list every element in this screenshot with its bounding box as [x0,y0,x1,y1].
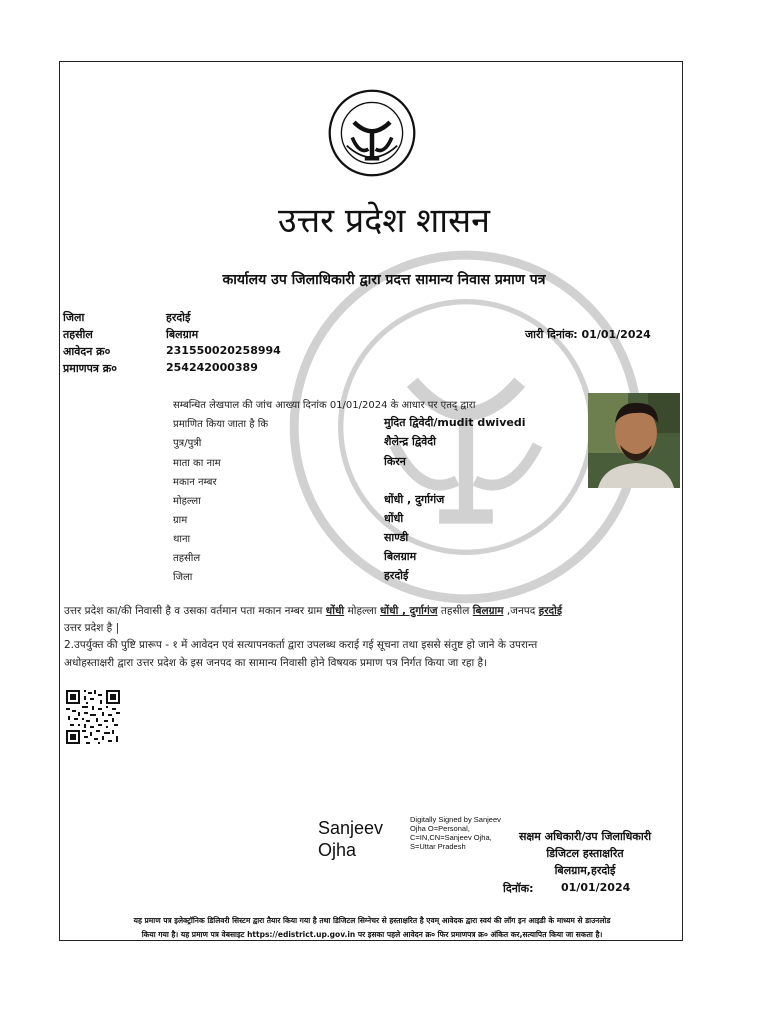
office-title: कार्यालय उप जिलाधिकारी द्वारा प्रदत्त सामान्य निवास प्रमाण पत्र [222,272,546,288]
signer-last-name: Ojha [318,840,357,860]
detail-label: प्रमाणित किया जाता है कि [173,419,269,430]
applicant-name: मुदित द्विवेदी/mudit dwivedi [384,416,526,429]
para1-text: उत्तर प्रदेश का/की निवासी है व उसका वर्तमान पता मकान नम्बर ग्राम [64,605,326,617]
para1-text: मोहल्ला [344,605,380,617]
detail-label: ग्राम [173,515,188,526]
officer-title: सक्षम अधिकारी/उप जिलाधिकारी [518,830,652,843]
para1-district: हरदोई [538,605,562,617]
officer-date-value: 01/01/2024 [561,881,631,894]
father-name: शैलेन्द्र द्विवेदी [384,435,436,448]
officer-date-label: दिनॉक: [503,882,534,895]
tehsil-detail-value: बिलग्राम [384,550,417,563]
certificate-label: प्रमाणपत्र क्र० [63,362,117,375]
certificate-number: 254242000389 [166,361,258,374]
signer-first-name: Sanjeev [318,818,384,838]
footer-note [64,914,680,942]
footer-line: किया गया है। यह प्रमाण पत्र वेबसाइट https://edistrict.up.gov.in पर इसका पहले आवेदन क्र० फिर प्रमाणपत्र क्र० अंकित कर,सत्यापित किया जा सकता है। [141,930,603,939]
district-value: हरदोई [166,311,191,324]
digital-signature-line: C=IN,CN=Sanjeev Ojha, [410,833,492,842]
mohalla-value: धोंधी , दुर्गागंज [384,493,445,506]
footer-line: यह प्रमाण पत्र इलेक्ट्रॉनिक डिलिवरी सिस्टम द्वारा तैयार किया गया है तथा डिजिटल सिग्नेचर से हस्ताक्षरित है एवम् आवेदक द्वारा स्वयं की लॉग इन आइडी के माध्यम से डाउनलोड [133,916,611,925]
tehsil-value: बिलग्राम [166,328,199,341]
up-government-emblem [327,88,417,178]
detail-label: पुत्र/पुत्री [173,438,202,449]
para1-tehsil: बिलग्राम [472,605,504,617]
para1-line2: उत्तर प्रदेश है | [64,622,120,634]
detail-label: माता का नाम [173,458,221,469]
intro-line: सम्बन्धित लेखपाल की जांच आख्या दिनांक 01/01/2024 के आधार पर एतद् द्वारा [173,400,476,411]
main-title: उत्तर प्रदेश शासन [278,201,490,241]
police-station-value: साण्डी [384,531,409,544]
tehsil-label: तहसील [63,328,93,341]
para1-mohalla: धोंधी , दुर्गागंज [379,605,438,617]
detail-label: तहसील [173,553,201,564]
officer-digital-signed: डिजिटल हस्ताक्षरित [546,847,624,860]
detail-label: थाना [173,534,191,545]
mother-name: किरन [384,455,406,468]
issue-date: जारी दिनांक: 01/01/2024 [525,328,651,341]
para1-village: धोंधी [325,605,345,617]
digital-signature-line: Digitally Signed by Sanjeev [410,815,501,824]
district-label: जिला [63,311,85,324]
district-detail-value: हरदोई [384,569,409,582]
application-label: आवेदन क्र० [63,345,111,358]
para1-text: तहसील [437,605,473,617]
digital-signature-info [410,815,501,851]
detail-label: मोहल्ला [173,496,201,507]
detail-label: जिला [173,572,193,583]
para2-line1: 2.उपर्युक्त की पुष्टि प्रारूप - १ में आवेदन एवं सत्यापनकर्ता द्वारा उपलब्ध कराई गई सूचना तथा इससे संतुष्ट हो जाने के उपरान्त [64,639,538,651]
qr-code [66,690,120,744]
signer-name [318,817,383,861]
detail-label: मकान नम्बर [173,477,217,488]
applicant-photo [588,393,680,488]
village-value: धोंधी [384,512,404,525]
residence-paragraph [64,603,674,620]
officer-place: बिलग्राम,हरदोई [554,864,616,877]
digital-signature-line: Ojha O=Personal, [410,824,470,833]
para1-text: ,जनपद [503,605,539,617]
application-number: 231550020258994 [166,344,281,357]
para2-line2: अधोहस्ताक्षरी द्वारा उत्तर प्रदेश के इस जनपद का सामान्य निवासी होने विषयक प्रमाण पत्र निर्गत किया जा रहा है। [64,657,488,669]
digital-signature-line: S=Uttar Pradesh [410,842,466,851]
